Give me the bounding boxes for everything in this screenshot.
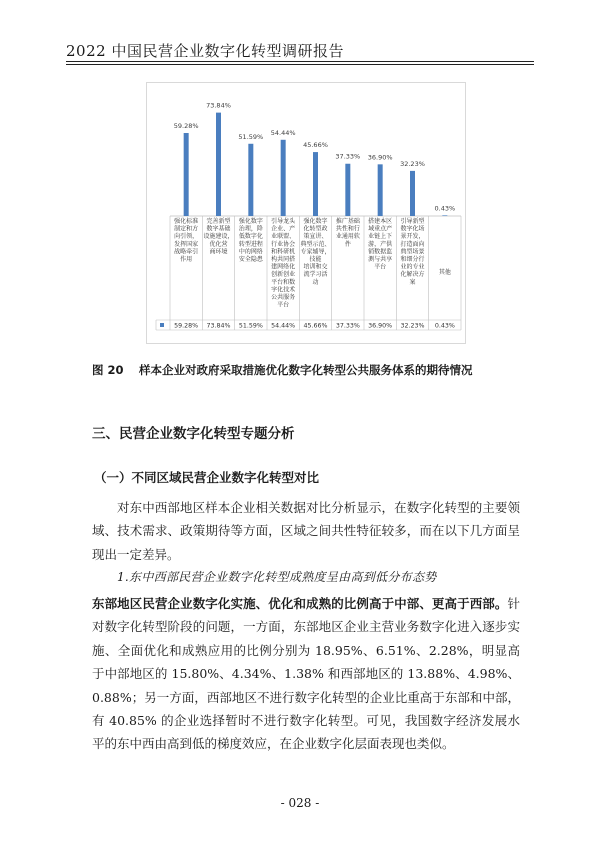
category-label-line: 治理，降: [238, 225, 263, 233]
intro-paragraph: 对东中西部地区样本企业相关数据对比分析显示，在数字化转型的主要领域、技术需求、政策期待等方面，区域之间共性特征较多，而在以下几方面呈现出一定差异。: [92, 500, 520, 562]
bar-value-label: 36.90%: [367, 153, 393, 162]
category-label: [239, 217, 264, 263]
category-label: [368, 217, 393, 271]
category-label-line: 搭建本区: [368, 218, 393, 225]
bar-value-label: 32.23%: [400, 159, 425, 168]
category-label-line: 向引领，: [174, 233, 199, 241]
category-label-line: 培训和交: [303, 263, 328, 271]
category-label-line: 游，产供: [368, 240, 393, 248]
category-label-line: 共性和行: [335, 225, 360, 233]
category-label-line: 强化标准: [174, 218, 199, 225]
figure-caption: 图 20 样本企业对政府采取措施优化数字化转型公共服务体系的期待情况: [92, 363, 473, 377]
category-label: [300, 217, 330, 286]
category-label-line: 公共服务: [271, 294, 296, 301]
category-label-line: 转型进程: [238, 240, 263, 248]
category-label-line: 安全隐患: [238, 256, 263, 263]
bar-value-label: 45.66%: [303, 141, 328, 150]
bar-value-label: 0.43%: [434, 204, 456, 213]
table-value-cell: 37.33%: [335, 322, 360, 330]
category-label-line: 行业协会: [271, 240, 296, 248]
category-label-line: 化转型政: [303, 225, 328, 233]
category-label-line: 字化技术: [271, 286, 296, 294]
category-label-line: 强化数字: [303, 218, 328, 225]
category-label-line: 完善新型: [206, 218, 231, 225]
category-label-line: 专家辅导，: [300, 248, 331, 256]
header-rule-thin: [66, 64, 534, 65]
expectation-bar-chart: [146, 82, 466, 344]
finding-paragraph: [92, 592, 520, 756]
category-label-line: 低数字化: [238, 233, 263, 241]
running-header: 2022 中国民营企业数字化转型调研报告: [66, 42, 344, 60]
category-label-line: 景开发，: [400, 233, 425, 241]
category-label-line: 案: [409, 278, 416, 286]
bar-value-label: 37.33%: [335, 152, 361, 161]
category-label-line: 企业、产: [271, 225, 296, 233]
category-label-line: 和细分行: [400, 256, 425, 263]
category-label-line: 典型示范、: [300, 240, 331, 248]
bar-value-label: 73.84%: [206, 101, 231, 110]
bar-4: [281, 140, 286, 216]
header-rule: [66, 61, 534, 62]
category-label-line: 策宣讲、: [303, 233, 328, 241]
category-label-line: 建网络化: [271, 263, 296, 271]
category-label-line: 其他: [438, 269, 451, 276]
finding-body: 针对数字化转型阶段的问题，一方面，东部地区企业主营业务数字化进入逐步实施、全面优化和成熟应用的比例分别为 18.95%、6.51%、2.28%，明显高于中部地区的 15.80%、4.34%、1.38% 和西部地区的 13.88%、4.98%、0.88%；另一方面，西部地区不进行数字化转型的企业比重高于东部和中部，有 40.85% 的企业选择暂时不进行数字化转型。可见，我国数字经济发展水平的东中西由高到低的梯度效应，在企业数字化层面表现也类似。: [92, 596, 520, 752]
category-label-line: 业联盟、: [271, 233, 296, 241]
bar-8: [410, 171, 415, 216]
bar-3: [248, 144, 253, 216]
category-label-line: 件: [344, 240, 351, 248]
page-number: - 028 -: [280, 796, 320, 810]
bar-1: [184, 133, 189, 216]
table-value-cell: 36.90%: [368, 322, 393, 330]
category-label-line: 测与共享: [368, 256, 393, 263]
bar-9: [442, 215, 447, 216]
category-label-line: 数字化场: [400, 225, 425, 233]
table-value-cell: 54.44%: [271, 322, 296, 330]
category-label-line: 引导龙头: [271, 218, 296, 225]
category-label-line: 打造面向: [400, 240, 425, 248]
bar-value-label: 54.44%: [270, 128, 296, 137]
category-label-line: 平台: [277, 301, 290, 309]
category-label: [271, 217, 296, 309]
table-value-cell: 51.59%: [238, 322, 263, 330]
bar-6: [345, 164, 350, 216]
category-label: [439, 268, 451, 276]
category-label-line: 平台: [374, 263, 387, 271]
category-label-line: 战略牵引: [174, 248, 199, 256]
subsection-heading: （一）不同区域民营企业数字化转型对比: [94, 470, 320, 485]
category-label-line: 优化营: [209, 240, 228, 248]
category-label-line: 流学习活: [303, 271, 328, 279]
table-value-cell: 59.28%: [174, 322, 199, 330]
category-label: [400, 217, 424, 286]
chart-svg: [146, 82, 466, 344]
category-label-line: 动: [312, 278, 319, 286]
category-label-line: 商环境: [209, 248, 228, 256]
category-label-line: 制定和方: [174, 225, 199, 233]
category-label-line: 业的专业: [400, 263, 425, 271]
category-label-line: 作用: [180, 256, 193, 263]
bar-7: [378, 164, 383, 216]
table-value-cell: 45.66%: [303, 322, 328, 330]
category-label-line: 推广基础: [335, 218, 360, 225]
finding-lead: 东部地区民营企业数字化实施、优化和成熟的比例高于中部、更高于西部。: [92, 596, 508, 611]
category-label-line: 化解决方: [400, 271, 425, 279]
category-label-line: 创新创业: [271, 271, 296, 279]
category-label-line: 中的网络: [238, 248, 263, 256]
category-label-line: 引导新型: [400, 218, 425, 225]
table-value-cell: 0.43%: [434, 322, 455, 330]
bar-value-label: 59.28%: [173, 122, 199, 131]
bar-value-label: 51.59%: [238, 132, 264, 141]
category-label-line: 和科研机: [271, 248, 296, 256]
legend-key: [160, 323, 164, 327]
table-value-cell: 32.23%: [400, 322, 425, 330]
section-heading: 三、民营企业数字化转型专题分析: [92, 426, 295, 442]
table-value-cell: 73.84%: [206, 322, 231, 330]
category-label-line: 数字基础: [206, 225, 231, 233]
bar-5: [313, 152, 318, 216]
category-label-line: 域重点产: [368, 225, 393, 233]
category-label-line: 平台和数: [271, 278, 296, 286]
category-label-line: 业链上下: [368, 233, 393, 241]
category-label-line: 构共同搭: [271, 256, 296, 263]
category-label-line: 典型场景: [400, 248, 425, 256]
category-label-line: 强化数字: [238, 218, 263, 225]
item-title: 1.东中西部民营企业数字化转型成熟度呈由高到低分布态势: [117, 570, 437, 584]
category-label-line: 销数据监: [368, 248, 393, 256]
bar-2: [216, 113, 221, 216]
category-label-line: 业通用软: [335, 233, 360, 241]
category-label-line: 设施建设，: [203, 233, 234, 241]
category-label-line: 技能: [309, 256, 322, 263]
category-label-line: 发挥国家: [174, 240, 199, 248]
